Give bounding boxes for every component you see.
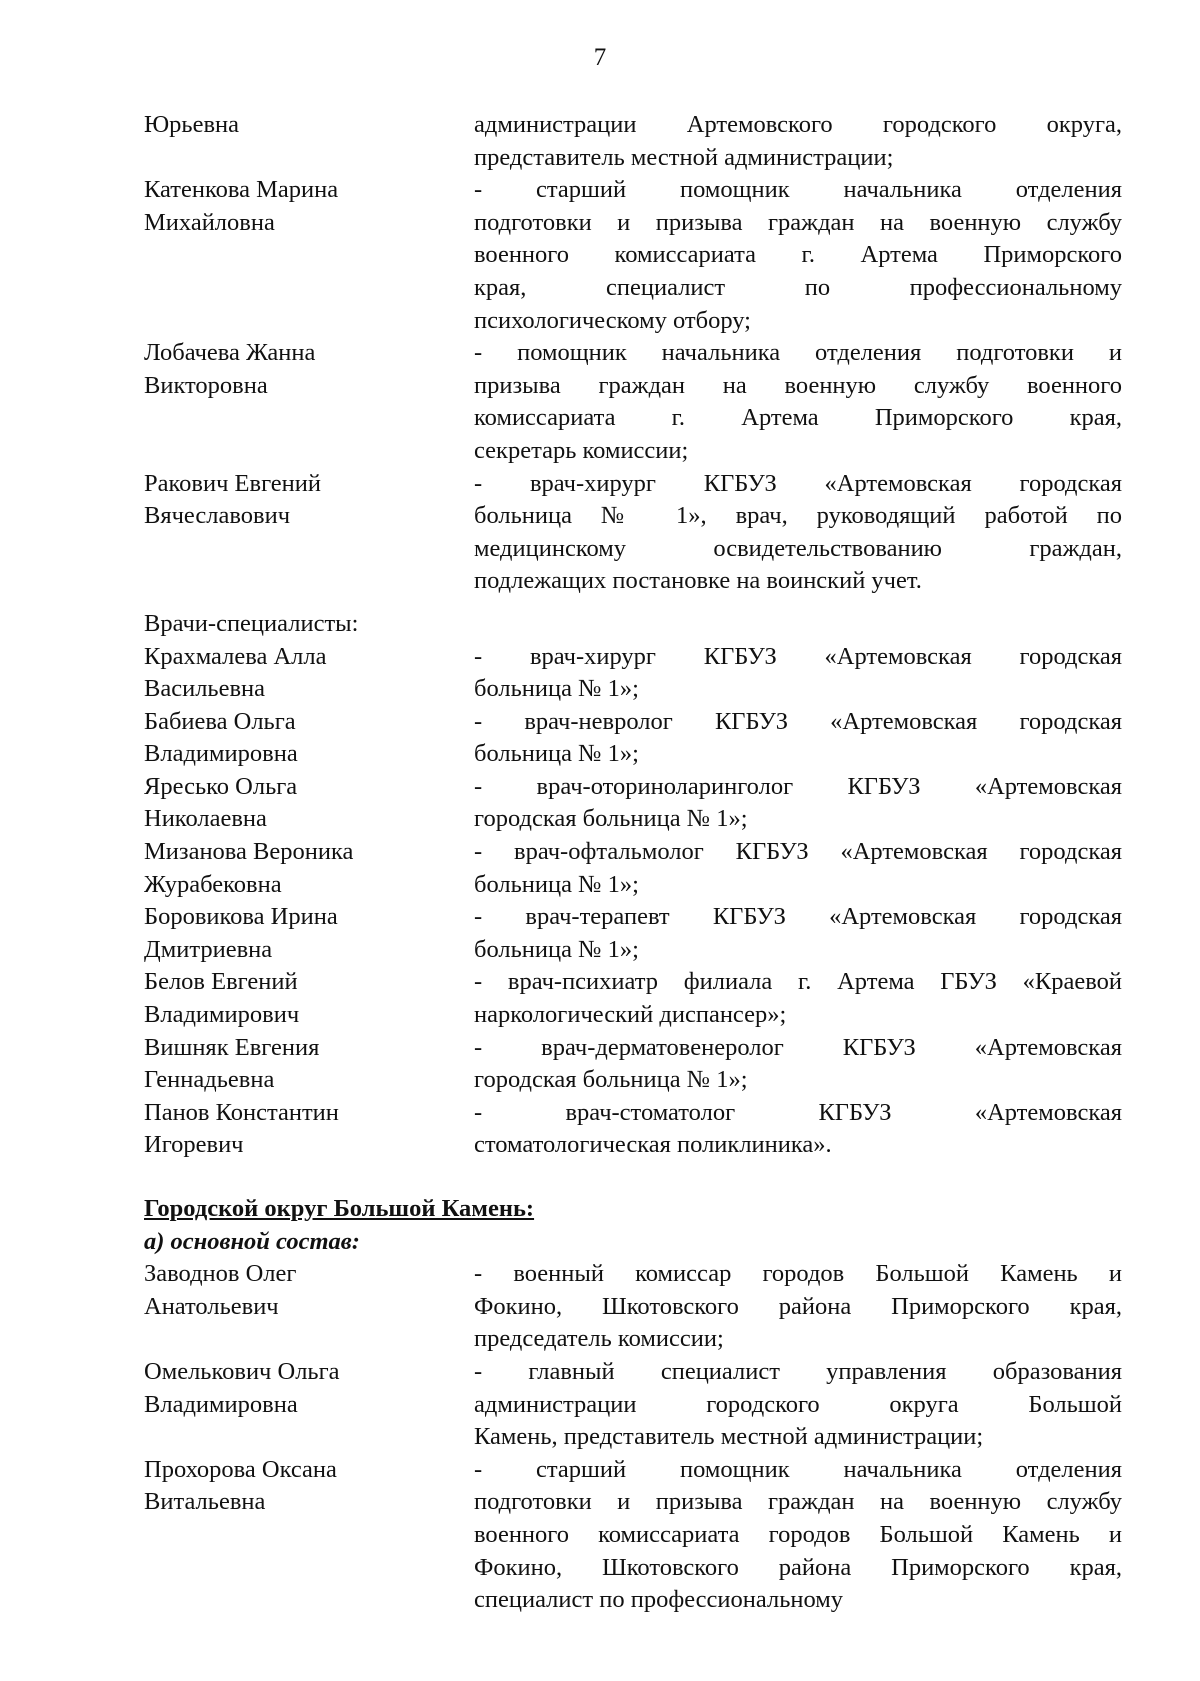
member-name: Панов Константин Игоревич xyxy=(144,1098,339,1159)
member-role: - врач-невролог КГБУЗ «Артемовская городская больница № 1»; xyxy=(474,707,1122,768)
member-role: - врач-хирург КГБУЗ «Артемовская городская больница № 1»; xyxy=(474,642,1122,703)
document-body xyxy=(144,109,1122,1617)
member-role: - военный комиссар городов Большой Камень и Фокино, Шкотовского района Приморского края, председатель комиссии; xyxy=(474,1260,1122,1353)
member-role: - старший помощник начальника отделения подготовки и призыва граждан на военную службу военного комиссариата г. Артема Приморского края, специалист по профессиональному психологическому отбору; xyxy=(474,176,1122,334)
member-name: Боровикова Ирина Дмитриевна xyxy=(144,903,338,963)
member-name: Юрьевна xyxy=(144,111,240,138)
member-row xyxy=(144,836,1122,901)
member-name: Омелькович Ольга Владимировна xyxy=(144,1357,340,1418)
member-role: - помощник начальника отделения подготовки и призыва граждан на военную службу военного комиссариата г. Артема Приморского края, секретарь комиссии; xyxy=(474,339,1122,464)
member-row xyxy=(144,706,1122,771)
section-subheading: а) основной состав: xyxy=(144,1227,360,1255)
member-name: Крахмалева Алла Васильевна xyxy=(144,642,327,703)
specialists-label: Врачи-специалисты: xyxy=(144,609,359,637)
member-name: Бабиева Ольга Владимировна xyxy=(144,707,298,768)
member-role: - врач-оториноларинголог КГБУЗ «Артемовская городская больница № 1»; xyxy=(474,772,1122,833)
member-name: Прохорова Оксана Витальевна xyxy=(144,1455,337,1516)
page-number: 7 xyxy=(593,44,607,71)
member-name: Белов Евгений Владимирович xyxy=(144,968,300,1029)
member-name: Катенкова Марина Михайловна xyxy=(144,176,339,236)
member-name: Ракович Евгений Вячеславович xyxy=(144,469,322,530)
member-role: - врач-стоматолог КГБУЗ «Артемовская стоматологическая поликлиника». xyxy=(474,1098,1122,1159)
member-row xyxy=(144,1032,1122,1097)
member-row xyxy=(144,1258,1122,1356)
member-row xyxy=(144,109,1122,174)
member-row xyxy=(144,468,1122,598)
commission-members-bolshoy-kamen xyxy=(144,1258,1122,1617)
member-role: - врач-дерматовенеролог КГБУЗ «Артемовская городская больница № 1»; xyxy=(474,1033,1122,1094)
specialists-label-row xyxy=(144,608,1122,641)
member-row xyxy=(144,771,1122,836)
member-name: Вишняк Евгения Геннадьевна xyxy=(144,1033,320,1094)
specialists-list xyxy=(144,641,1122,1163)
member-row xyxy=(144,901,1122,966)
member-row xyxy=(144,1454,1122,1617)
member-role: - врач-психиатр филиала г. Артема ГБУЗ «Краевой наркологический диспансер»; xyxy=(474,968,1122,1029)
member-name: Лобачева Жанна Викторовна xyxy=(144,339,316,399)
member-role: - врач-офтальмолог КГБУЗ «Артемовская городская больница № 1»; xyxy=(474,838,1122,898)
member-role: администрации Артемовского городского округа, представитель местной администрации; xyxy=(474,111,1122,171)
section-heading: Городской округ Большой Камень: xyxy=(144,1195,535,1222)
commission-members-artem xyxy=(144,109,1122,608)
member-name: Заводнов Олег Анатольевич xyxy=(144,1260,297,1320)
member-row xyxy=(144,641,1122,706)
member-row xyxy=(144,174,1122,337)
member-row xyxy=(144,966,1122,1031)
member-role: - старший помощник начальника отделения подготовки и призыва граждан на военную службу военного комиссариата городов Большой Камень и Фокино, Шкотовского района Приморского края, специалист по профессиональному xyxy=(474,1455,1122,1614)
member-role: - главный специалист управления образования администрации городского округа Большой Камень, представитель местной администрации; xyxy=(474,1357,1122,1451)
member-name: Мизанова Вероника Журабековна xyxy=(144,838,354,898)
member-row xyxy=(144,1356,1122,1454)
member-name: Яресько Ольга Николаевна xyxy=(144,772,298,833)
member-row xyxy=(144,337,1122,467)
member-row xyxy=(144,1097,1122,1162)
member-role: - врач-терапевт КГБУЗ «Артемовская городская больница № 1»; xyxy=(474,903,1122,963)
member-role: - врач-хирург КГБУЗ «Артемовская городская больница № 1», врач, руководящий работой по медицинскому освидетельствованию граждан, подлежащих постановке на воинский учет. xyxy=(474,469,1122,595)
